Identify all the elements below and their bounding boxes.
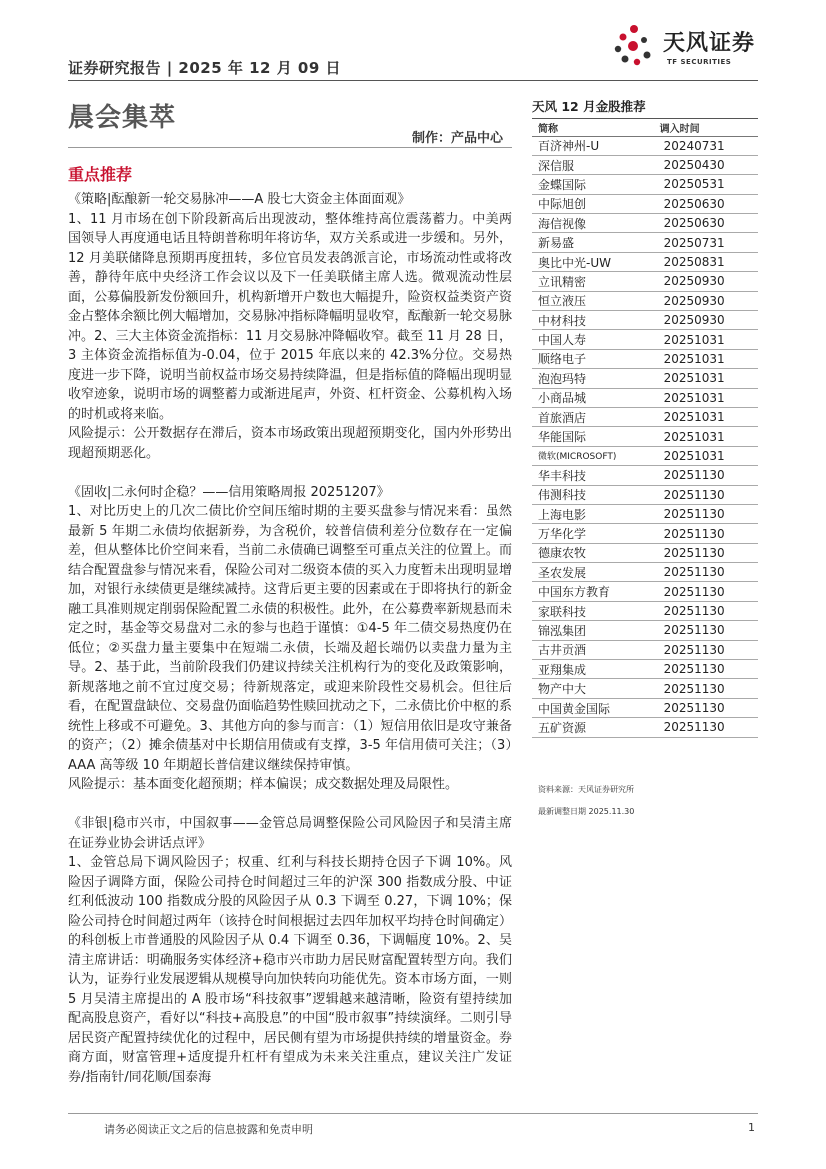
stock-added-date: 20240731 bbox=[660, 136, 758, 155]
paragraph-gap bbox=[68, 795, 512, 815]
header-divider bbox=[68, 80, 758, 81]
table-row bbox=[532, 504, 758, 523]
stock-name: 中材科技 bbox=[532, 311, 660, 330]
stock-name: 锦泓集团 bbox=[532, 621, 660, 640]
stock-name: 首旅酒店 bbox=[532, 407, 660, 426]
stock-added-date: 20250930 bbox=[660, 272, 758, 291]
logo-english-name: TF SECURITIES bbox=[667, 58, 732, 66]
table-row bbox=[532, 427, 758, 446]
stock-added-date: 20251130 bbox=[660, 543, 758, 562]
table-body bbox=[532, 136, 758, 737]
stock-name: 中国东方教育 bbox=[532, 582, 660, 601]
stock-added-date: 20251130 bbox=[660, 660, 758, 679]
stock-added-date: 20250630 bbox=[660, 214, 758, 233]
table-row bbox=[532, 407, 758, 426]
table-header-row bbox=[532, 119, 758, 136]
table-row bbox=[532, 233, 758, 252]
stock-added-date: 20251130 bbox=[660, 563, 758, 582]
table-row bbox=[532, 252, 758, 271]
article-title-fixed-income: 《固收|二永何时企稳？——信用策略周报 20251207》 bbox=[68, 484, 390, 500]
article-title-strategy: 《策略|酝酿新一轮交易脉冲——A 股七大资金主体面面观》 bbox=[68, 192, 411, 207]
stock-added-date: 20250630 bbox=[660, 194, 758, 213]
table-row bbox=[532, 214, 758, 233]
table-row bbox=[532, 330, 758, 349]
stock-name: 古井贡酒 bbox=[532, 640, 660, 659]
stock-name: 恒立液压 bbox=[532, 291, 660, 310]
stock-name: 华丰科技 bbox=[532, 466, 660, 485]
stock-added-date: 20251130 bbox=[660, 621, 758, 640]
column-header-name: 简称 bbox=[532, 119, 660, 136]
stock-name: 金蝶国际 bbox=[532, 175, 660, 194]
stock-name: 华能国际 bbox=[532, 427, 660, 446]
stock-name: 深信服 bbox=[532, 155, 660, 174]
table-row bbox=[532, 194, 758, 213]
stock-added-date: 20251130 bbox=[660, 640, 758, 659]
stock-added-date: 20251130 bbox=[660, 524, 758, 543]
table-row bbox=[532, 582, 758, 601]
stock-added-date: 20251031 bbox=[660, 330, 758, 349]
stock-added-date: 20251031 bbox=[660, 349, 758, 368]
stock-name: 百济神州-U bbox=[532, 136, 660, 155]
stock-name: 上海电影 bbox=[532, 504, 660, 523]
stock-added-date: 20250531 bbox=[660, 175, 758, 194]
table-row bbox=[532, 601, 758, 620]
risk-note: 风险提示：基本面变化超预期；样本偏误；成交数据处理及局限性。 bbox=[68, 777, 459, 792]
article-paragraph: 1、11 月市场在创下阶段新高后出现波动，整体维持高位震荡蓄力。中美两国领导人再度通电话且特朗普称明年将访华，双方关系或进一步缓和。另外，12 月美联储降息预期再度扭转，多位官员发表鸽派言论，市场流动性或将改善，静待年底中央经济工作会议以及下一任美联储主席人选。微观流动性层面，公募偏股新发份额回升，机构新增开户数也大幅提升，险资权益类资产资金占整体余额比例大幅增加，交易脉冲指标降幅明显收窄，酝酿新一轮交易脉冲。2、三大主体资金流指标：11 月交易脉冲降幅收窄。截至 11 月 28 日，3 主体资金流指标值为-0.04，位于 2015 年底以来的 42.3%分位。交易热度进一步下降，说明当前权益市场交易持续降温，但是指标值的降幅出现明显收窄迹象，说明市场的调整蓄力或渐进尾声，外资、杠杆资金、公募机构入场的时机或将来临。 bbox=[68, 211, 512, 422]
golden-stock-panel bbox=[532, 97, 758, 738]
source-note: 资料来源：天风证券研究所 bbox=[538, 785, 634, 794]
table-row bbox=[532, 446, 758, 465]
stock-name: 海信视像 bbox=[532, 214, 660, 233]
stock-name: 德康农牧 bbox=[532, 543, 660, 562]
report-header-title: 证券研究报告 | 2025 年 12 月 09 日 bbox=[68, 59, 342, 77]
footer-disclaimer: 请务必阅读正文之后的信息披露和免责申明 bbox=[104, 1123, 313, 1136]
table-row bbox=[532, 349, 758, 368]
table-row bbox=[532, 679, 758, 698]
table-row bbox=[532, 369, 758, 388]
article-title-non-bank: 《非银|稳市兴市，中国叙事——金管总局调整保险公司风险因子和吴清主席在证券业协会讲话点评》 bbox=[68, 816, 512, 851]
article-paragraph: 1、对比历史上的几次二债比价空间压缩时期的主要买盘参与情况来看：虽然最新 5 年期二永债均依据新券，为含税价，较普信债利差分位数存在一定偏差，但从整体比价空间来看，当前二永债确已调整至可重点关注的位置上。而结合配置盘参与情况来看，保险公司对二级资本债的买入力度暂未出现明显增加，对银行永续债更是继续减持。这背后更主要的因素或在于即将执行的新金融工具准则规定削弱保险配置二永债的积极性。此外，在公募费率新规悬而未定之时，基金等交易盘对二永的参与也趋于谨慎：①4-5 年二债交易热度仍在低位；②买盘力量主要集中在短端二永债，长端及超长端仍以卖盘力量为主导。2、基于此，当前阶段我们仍建议持续关注机构行为的变化及政策影响，新规落地之前不宜过度交易；待新规落定，或迎来阶段性交易机会。但往后看，在配置盘缺位、交易盘仍面临趋势性赎回扰动之下，二永债比价中枢的系统性上移或不可避免。3、其他方向的参与而言：（1）短信用依旧是攻守兼备的资产；（2）摊余债基对中长期信用债或有支撑，3-5 年信用债可关注；（3）AAA 高等级 10 年期超长普信建议继续保持审慎。 bbox=[68, 504, 512, 773]
stock-added-date: 20250731 bbox=[660, 233, 758, 252]
stock-added-date: 20251031 bbox=[660, 369, 758, 388]
table-row bbox=[532, 640, 758, 659]
stock-added-date: 20250430 bbox=[660, 155, 758, 174]
paragraph-gap bbox=[68, 463, 512, 483]
column-header-date: 调入时间 bbox=[660, 119, 758, 136]
page-number: 1 bbox=[748, 1121, 755, 1134]
article-paragraph: 1、金管总局下调风险因子；权重、红利与科技长期持仓因子下调 10%。风险因子调降方面，保险公司持仓时间超过三年的沪深 300 指数成分股、中证红利低波动 100 指数成分股的风险因子从 0.3 下调至 0.27，下调 10%；保险公司持仓时间超过两年（该持仓时间根据过去四年加权平均持仓时间确定）的科创板上市普通股的风险因子从 0.4 下调至 0.36，下调幅度 10%。2、吴清主席讲话：明确服务实体经济+稳市兴市助力居民财富配置转型方向。我们认为，证券行业发展逻辑从规模导向加快转向功能优先。资本市场方面，一则 5 月吴清主席提出的 A 股市场“科技叙事”逻辑越来越清晰，险资有望持续加配高股息资产，看好以“科技+高股息”的中国“股市叙事”持续演绎。二则引导居民资产配置持续优化的过程中，居民侧有望为市场提供持续的增量资金。券商方面，财富管理+适度提升杠杆有望成为未来关注重点，建议关注广发证券/指南针/同花顺/国泰海 bbox=[68, 855, 512, 1085]
table-row bbox=[532, 698, 758, 717]
stock-added-date: 20251130 bbox=[660, 601, 758, 620]
stock-added-date: 20251031 bbox=[660, 446, 758, 465]
stock-name: 伟测科技 bbox=[532, 485, 660, 504]
golden-stock-table bbox=[532, 119, 758, 738]
footer-divider bbox=[68, 1113, 758, 1114]
stock-name: 亚翔集成 bbox=[532, 660, 660, 679]
stock-name: 家联科技 bbox=[532, 601, 660, 620]
table-row bbox=[532, 563, 758, 582]
section-heading: 重点推荐 bbox=[68, 165, 133, 184]
stock-added-date: 20251031 bbox=[660, 407, 758, 426]
table-row bbox=[532, 524, 758, 543]
stock-added-date: 20250930 bbox=[660, 311, 758, 330]
update-date-note: 最新调整日期 2025.11.30 bbox=[538, 807, 635, 816]
producer-label: 制作：产品中心 bbox=[412, 131, 504, 146]
stock-name: 五矿资源 bbox=[532, 718, 660, 737]
logo-mark-icon bbox=[611, 22, 657, 68]
stock-added-date: 20251130 bbox=[660, 679, 758, 698]
stock-name: 小商品城 bbox=[532, 388, 660, 407]
company-logo bbox=[611, 22, 761, 74]
stock-added-date: 20251130 bbox=[660, 698, 758, 717]
table-row bbox=[532, 466, 758, 485]
stock-name: 顺络电子 bbox=[532, 349, 660, 368]
stock-name: 立讯精密 bbox=[532, 272, 660, 291]
table-row bbox=[532, 543, 758, 562]
table-row bbox=[532, 621, 758, 640]
stock-name: 圣农发展 bbox=[532, 563, 660, 582]
stock-added-date: 20251130 bbox=[660, 485, 758, 504]
table-row bbox=[532, 175, 758, 194]
stock-added-date: 20251130 bbox=[660, 582, 758, 601]
table-row bbox=[532, 485, 758, 504]
risk-note: 风险提示：公开数据存在滞后，资本市场政策出现超预期变化，国内外形势出现超预期恶化。 bbox=[68, 426, 512, 461]
stock-name: 奥比中光-UW bbox=[532, 252, 660, 271]
table-row bbox=[532, 155, 758, 174]
golden-stock-title: 天风 12 月金股推荐 bbox=[532, 97, 758, 119]
table-row bbox=[532, 660, 758, 679]
table-row bbox=[532, 291, 758, 310]
stock-added-date: 20250930 bbox=[660, 291, 758, 310]
stock-name: 新易盛 bbox=[532, 233, 660, 252]
stock-added-date: 20251031 bbox=[660, 388, 758, 407]
table-row bbox=[532, 136, 758, 155]
stock-added-date: 20251031 bbox=[660, 427, 758, 446]
title-divider bbox=[68, 147, 512, 148]
stock-name: 中国黄金国际 bbox=[532, 698, 660, 717]
table-row bbox=[532, 388, 758, 407]
page-title: 晨会集萃 bbox=[68, 103, 177, 133]
stock-added-date: 20251130 bbox=[660, 718, 758, 737]
table-row bbox=[532, 272, 758, 291]
table-row bbox=[532, 718, 758, 737]
stock-name: 物产中大 bbox=[532, 679, 660, 698]
stock-name: 万华化学 bbox=[532, 524, 660, 543]
stock-name: 泡泡玛特 bbox=[532, 369, 660, 388]
stock-added-date: 20250831 bbox=[660, 252, 758, 271]
stock-name: 微软(MICROSOFT) bbox=[532, 446, 660, 465]
stock-added-date: 20251130 bbox=[660, 504, 758, 523]
stock-name: 中国人寿 bbox=[532, 330, 660, 349]
stock-added-date: 20251130 bbox=[660, 466, 758, 485]
table-row bbox=[532, 311, 758, 330]
logo-chinese-name: 天风证券 bbox=[663, 31, 756, 56]
article-body bbox=[68, 190, 512, 1087]
stock-name: 中际旭创 bbox=[532, 194, 660, 213]
